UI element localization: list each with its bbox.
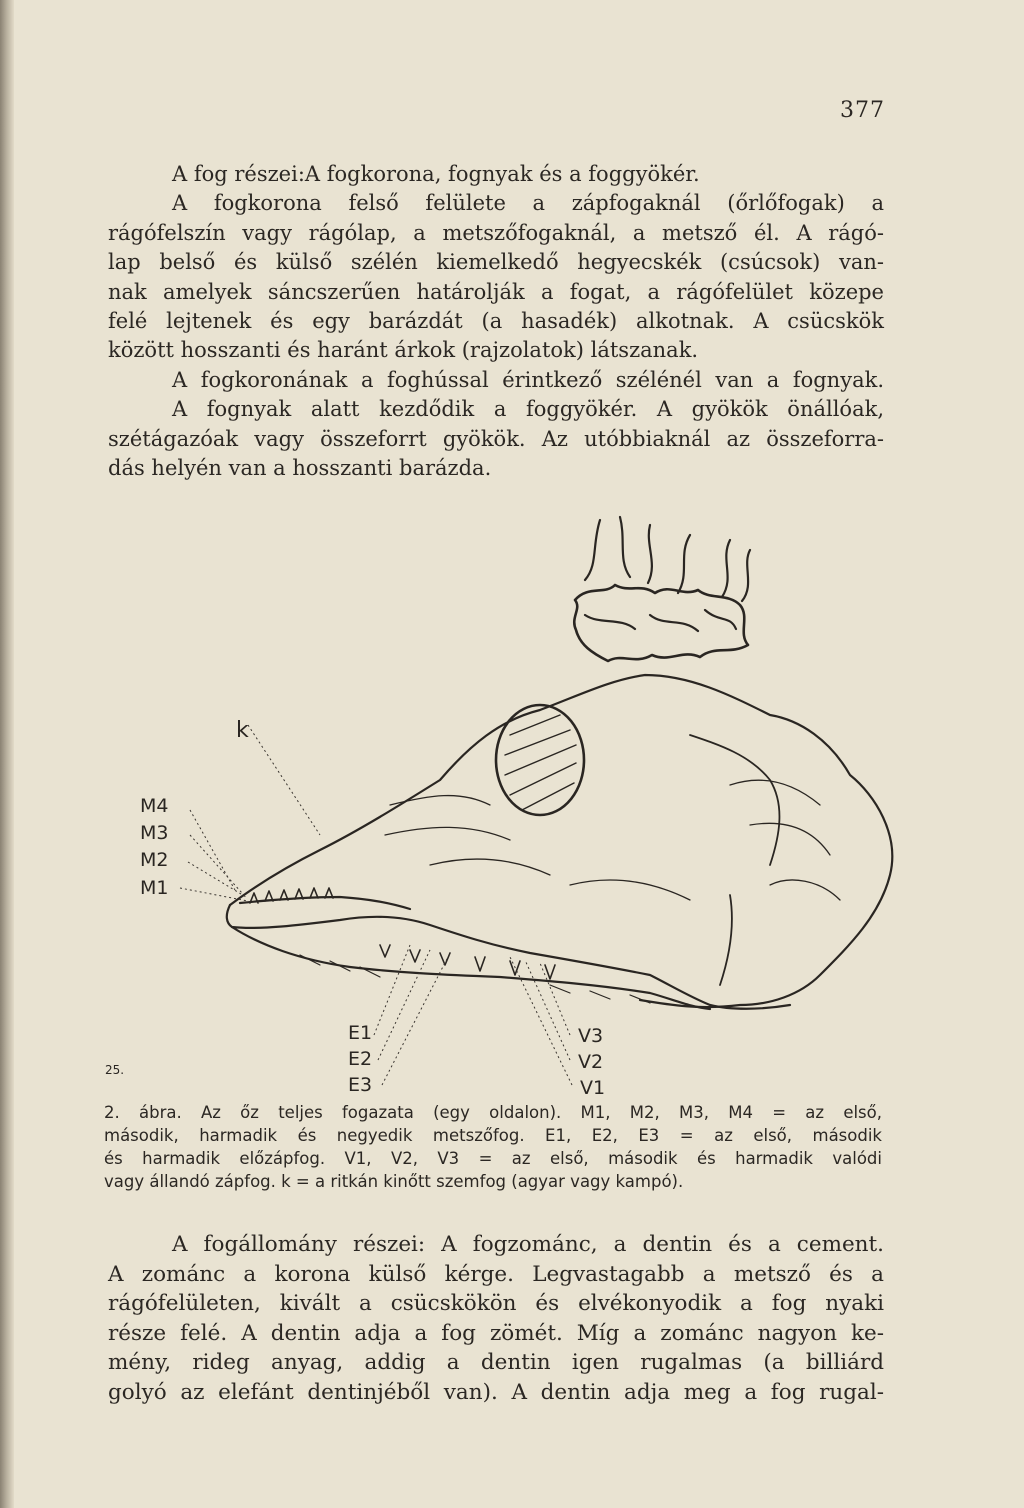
label-m3: M3 (140, 822, 169, 844)
skull-outline-bottom (227, 905, 790, 1009)
text-line: A fogállomány részei: A fogzománc, a dentin és a cement. (172, 1232, 884, 1257)
text-line: A fogkorona felső felülete a zápfogaknál (őrlőfogak) a (172, 191, 884, 216)
skull-drawing (130, 505, 910, 1100)
text-line: A fognyak alatt kezdődik a foggyökér. A gyökök önállóak, (172, 397, 884, 422)
cranium-contour (690, 735, 779, 985)
leader-line-v1 (510, 957, 572, 1085)
leader-line-v2 (525, 960, 570, 1060)
paragraph-tooth-parts (108, 160, 884, 483)
text-line: golyó az elefánt dentinjéből van). A dentin adja meg a fog rugal- (108, 1379, 884, 1405)
label-m4: M4 (140, 795, 169, 817)
text-line: szétágazóak vagy összeforrt gyökök. Az utóbbiaknál az összeforra- (108, 426, 884, 451)
label-v2: V2 (578, 1051, 604, 1073)
text-line: rágófelszín vagy rágólap, a metszőfogaknál, a metsző él. A rágó- (108, 220, 884, 245)
text-line: között hosszanti és haránt árkok (rajzolatok) látszanak. (108, 338, 699, 363)
text-line: A fogkoronának a foghússal érintkező szélénél van a fognyak. (172, 367, 884, 392)
cheek-tooth-marks (380, 945, 555, 979)
text-line: mény, rideg anyag, addig a dentin igen rugalmas (a billiárd (108, 1350, 884, 1375)
text-line: nak amelyek sáncszerűen határolják a fogat, a rágófelület közepe (108, 279, 884, 304)
figure-number: 25. (105, 1063, 125, 1077)
label-v3: V3 (578, 1025, 604, 1047)
page-number: 377 (840, 98, 885, 123)
skull-detail-lines (385, 780, 840, 900)
leader-line-m2 (188, 862, 246, 897)
text-line: lap belső és külső szélén kiemelkedő hegyecskék (csúcsok) van- (108, 250, 884, 275)
skull-outline-top (230, 675, 892, 1007)
leader-line-m3 (190, 835, 242, 893)
label-e3: E3 (348, 1074, 373, 1096)
text-line: rágófelületen, kivált a csücskökön és elvékonyodik a fog nyaki (108, 1291, 884, 1316)
text-line: A zománc a korona külső kérge. Legvastagabb a metsző és a (108, 1261, 884, 1287)
text-line: A fog részei:A fogkorona, fognyak és a foggyökér. (172, 162, 700, 186)
caption-line: második, harmadik és negyedik metszőfog. E1, E2, E3 = az első, második (104, 1126, 882, 1145)
label-v1: V1 (580, 1077, 606, 1099)
book-binding-edge (0, 0, 14, 1508)
label-e2: E2 (348, 1048, 373, 1070)
leader-line-v3 (540, 963, 570, 1035)
roe-deer-skull-illustration (130, 505, 910, 1100)
leader-line-e1 (374, 945, 410, 1035)
caption-line: és harmadik előzápfog. V1, V2, V3 = az első, második és harmadik valódi (104, 1149, 882, 1168)
leader-line-e2 (378, 950, 430, 1060)
burr-texture (585, 610, 736, 631)
caption-line: vagy állandó zápfog. k = a ritkán kinőtt szemfog (agyar vagy kampó). (104, 1172, 684, 1191)
antler-burr (574, 585, 748, 661)
paragraph-tooth-tissue (108, 1230, 884, 1407)
label-e1: E1 (348, 1022, 373, 1044)
label-m2: M2 (140, 849, 169, 871)
leader-line-k (248, 725, 320, 835)
leader-line-m4 (190, 810, 235, 890)
text-line: dás helyén van a hosszanti barázda. (108, 456, 492, 481)
label-k: k (236, 718, 249, 743)
orbit-hatching (505, 715, 576, 810)
label-m1: M1 (140, 877, 169, 899)
jaw-hatching (300, 955, 650, 1003)
text-line: felé lejtenek és egy barázdát (a hasadék) alkotnak. A csücskök (108, 309, 884, 334)
text-line: része felé. A dentin adja a fog zömét. Míg a zománc nagyon ke- (108, 1320, 884, 1346)
figure-caption (104, 1101, 882, 1193)
caption-line: 2. ábra. Az őz teljes fogazata (egy oldalon). M1, M2, M3, M4 = az első, (104, 1103, 882, 1122)
